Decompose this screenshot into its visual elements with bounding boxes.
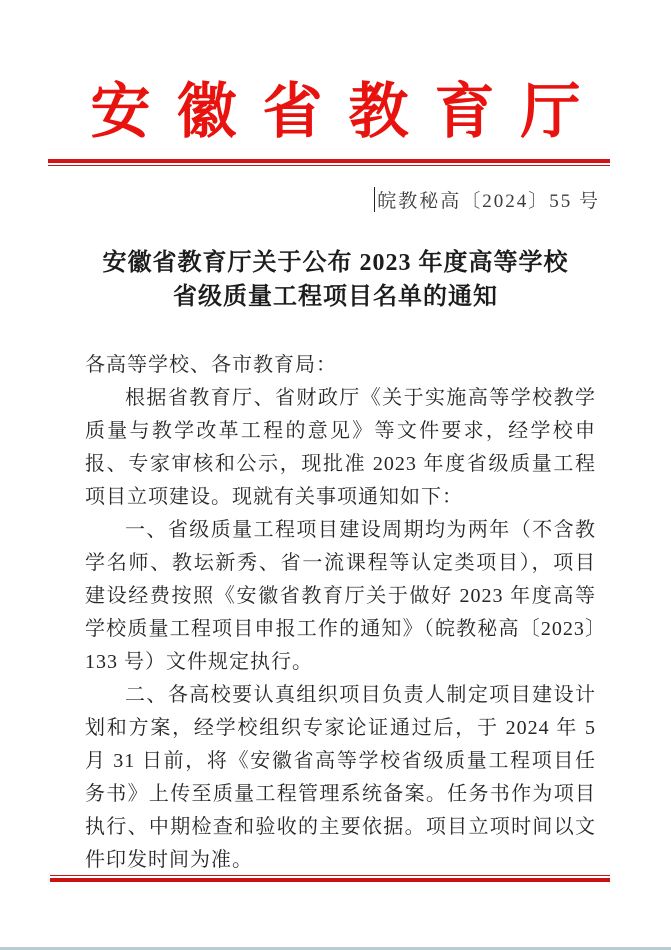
paragraph-1[interactable]: 根据省教育厅、省财政厅《关于实施高等学校教学质量与教学改革工程的意见》等文件要求，经学校申报、专家审核和公示，现批准 2023 年度省级质量工程项目立项建设。现就有关事项通知如下： xyxy=(85,387,596,508)
paragraph-3[interactable]: 二、各高校要认真组织项目负责人制定项目建设计划和方案，经学校组织专家论证通过后，于 2024 年 5 月 31 日前，将《安徽省高等学校省级质量工程项目任务书》上传至质量工程管理系统备案。任务书作为项目执行、中期检查和验收的主要依据。项目立项时间以文件印发时间为准。 xyxy=(85,684,596,871)
doc-title xyxy=(0,246,671,314)
separator-thick-line xyxy=(50,878,610,882)
doc-body xyxy=(85,349,596,877)
doc-title-line-2[interactable]: 省级质量工程项目名单的通知 xyxy=(173,284,498,310)
salutation[interactable]: 各高等学校、各市教育局： xyxy=(85,354,337,376)
doc-title-line-1[interactable]: 安徽省教育厅关于公布 2023 年度高等学校 xyxy=(102,250,569,276)
doc-number-row xyxy=(374,186,600,213)
doc-number[interactable]: 皖教秘高〔2024〕55 号 xyxy=(377,191,600,212)
letterhead-separator xyxy=(48,159,610,166)
paragraph-2[interactable]: 一、省级质量工程项目建设周期均为两年（不含教学名师、教坛新秀、省一流课程等认定类项目），项目建设经费按照《安徽省教育厅关于做好 2023 年度高等学校质量工程项目申报工作的通知》（皖教秘高〔2023〕133 号）文件规定执行。 xyxy=(85,519,596,673)
separator-thin-line xyxy=(48,165,610,166)
letterhead-title: 安徽省教育厅 xyxy=(90,79,607,145)
footer-separator xyxy=(50,875,610,882)
text-cursor xyxy=(374,187,375,212)
